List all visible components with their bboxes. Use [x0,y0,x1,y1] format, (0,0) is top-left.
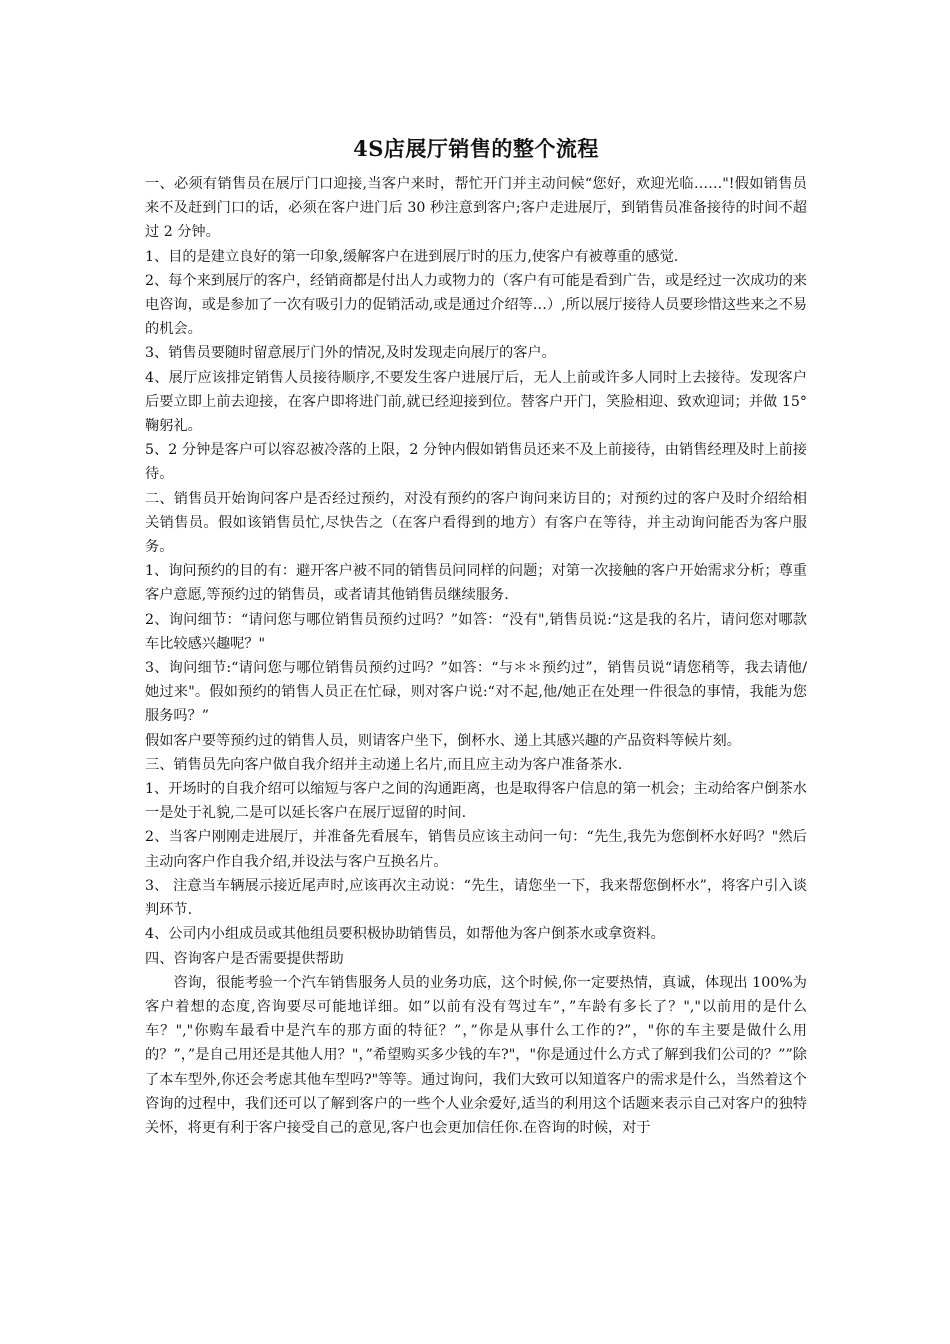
body-paragraph: 2、每个来到展厅的客户，经销商都是付出人力或物力的（客户有可能是看到广告，或是经过一次成功的来电咨询，或是参加了一次有吸引力的促销活动,或是通过介绍等…）,所以展厅接待人员要珍惜这些来之不易的机会。 [145,272,807,338]
body-paragraph: 2、当客户刚刚走进展厅，并准备先看展车，销售员应该主动问一句：“先生,我先为您倒杯水好吗？"然后主动向客户作自我介绍,并设法与客户互换名片。 [145,829,807,870]
body-paragraph: 咨询，很能考验一个汽车销售服务人员的业务功底，这个时候,你一定要热情，真诚，体现出 100%为客户着想的态度,咨询要尽可能地详细。如”以前有没有驾过车”，”车龄有多长了？","以前用的是什么车？","你购车最看中是汽车的那方面的特征？”，”你是从事什么工作的?”，"你的车主要是做什么用的？”，”是自己用还是其他人用？"，”希望购买多少钱的车?"，"你是通过什么方式了解到我们公司的？””除了本车型外,你还会考虑其他车型吗?"等等。通过询问，我们大致可以知道客户的需求是什么，当然着这个咨询的过程中，我们还可以了解到客户的一些个人业余爱好,适当的利用这个话题来表示自己对客户的独特关怀，将更有利于客户接受自己的意见,客户也会更加信任你.在咨询的时候，对于 [145,974,807,1136]
body-paragraph: 1、目的是建立良好的第一印象,缓解客户在进到展厅时的压力,使客户有被尊重的感觉. [145,248,679,265]
body-paragraph: 3、询问细节:“请问您与哪位销售员预约过吗？”如答：“与＊＊预约过”，销售员说“请您稍等，我去请他/她过来"。假如预约的销售人员正在忙碌，则对客户说:“对不起,他/她正在处理一件很急的事情，我能为您服务吗？” [145,660,807,725]
body-paragraph: 4、展厅应该排定销售人员接待顺序,不要发生客户进展厅后，无人上前或许多人同时上去接待。发现客户后要立即上前去迎接，在客户即将进门前,就已经迎接到位。替客户开门，笑脸相迎、致欢迎词；并做 15°鞠躬礼。 [145,369,807,435]
body-paragraph: 一、必须有销售员在展厅门口迎接,当客户来时，帮忙开门并主动问候“您好，欢迎光临……"!假如销售员来不及赶到门口的话，必须在客户进门后 30 秒注意到客户;客户走进展厅，到销售员准备接待的时间不超过 2 分钟。 [145,176,807,241]
body-paragraph: 5、2 分钟是客户可以容忍被冷落的上限，2 分钟内假如销售员还来不及上前接待，由销售经理及时上前接待。 [145,442,807,483]
body-paragraph: 1、开场时的自我介绍可以缩短与客户之间的沟通距离，也是取得客户信息的第一机会；主动给客户倒茶水一是处于礼貌,二是可以延长客户在展厅逗留的时间. [145,781,807,822]
body-paragraph: 1、询问预约的目的有：避开客户被不同的销售员问同样的问题；对第一次接触的客户开始需求分析；尊重客户意愿,等预约过的销售员，或者请其他销售员继续服务. [145,563,807,604]
body-paragraph: 假如客户要等预约过的销售人员，则请客户坐下，倒杯水、递上其感兴趣的产品资料等候片刻。 [145,732,741,749]
body-paragraph: 四、咨询客户是否需要提供帮助 [145,950,344,967]
body-paragraph: 4、公司内小组成员或其他组员要积极协助销售员，如帮他为客户倒茶水或拿资料。 [145,926,665,943]
body-paragraph: 3、 注意当车辆展示接近尾声时,应该再次主动说：“先生，请您坐一下，我来帮您倒杯水”，将客户引入谈判环节. [145,877,807,919]
document-page [145,130,807,1140]
body-paragraph: 3、销售员要随时留意展厅门外的情况,及时发现走向展厅的客户。 [145,345,556,362]
document-body [145,172,807,1140]
document-title: 4S店展厅销售的整个流程 [353,136,599,161]
body-paragraph: 三、销售员先向客户做自我介绍并主动递上名片,而且应主动为客户准备茶水. [145,756,623,773]
body-paragraph: 2、询问细节：“请问您与哪位销售员预约过吗？”如答：“没有",销售员说:“这是我的名片，请问您对哪款车比较感兴趣呢？" [145,611,807,652]
body-paragraph: 二、销售员开始询问客户是否经过预约，对没有预约的客户询问来访目的；对预约过的客户及时介绍给相关销售员。假如该销售员忙,尽快告之（在客户看得到的地方）有客户在等待，并主动询问能否为客户服务。 [145,490,807,556]
